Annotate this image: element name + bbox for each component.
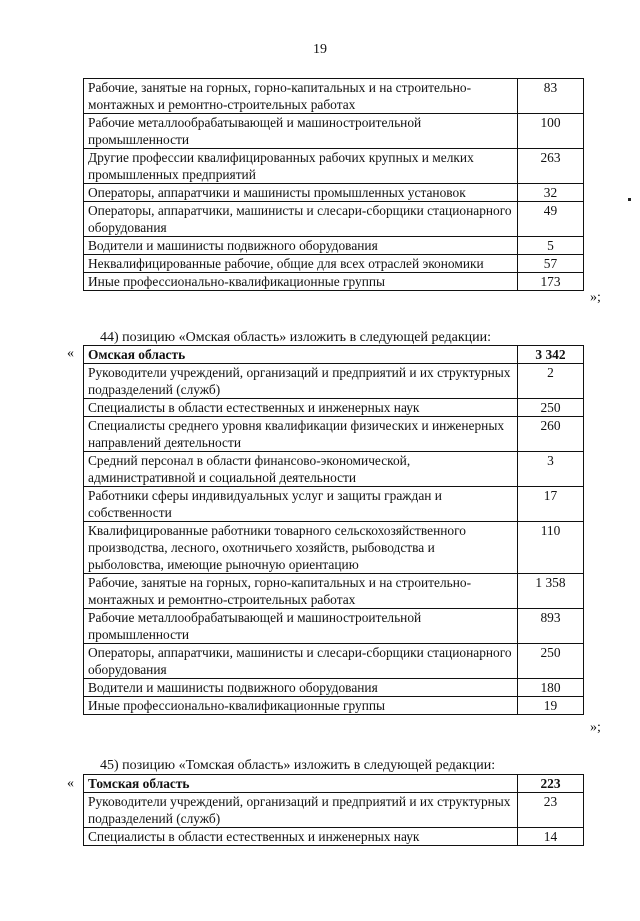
table-row: [84, 364, 584, 399]
region-name: Томская область: [84, 775, 518, 793]
occupation-group: Водители и машинисты подвижного оборудования: [84, 237, 518, 255]
table-header-row: [84, 775, 584, 793]
table-row: [84, 417, 584, 452]
occupation-group: Операторы, аппаратчики, машинисты и слесари-сборщики стационарного оборудования: [84, 644, 518, 679]
occupation-group: Квалифицированные работники товарного сельскохозяйственного производства, лесного, охотничьего хозяйств, рыбоводства и рыболовства, имеющие рыночную ориентацию: [84, 522, 518, 574]
table-row: [84, 184, 584, 202]
headcount-value: 250: [518, 399, 584, 417]
headcount-value: 180: [518, 679, 584, 697]
region-total: 3 342: [518, 346, 584, 364]
occupation-group: Неквалифицированные рабочие, общие для всех отраслей экономики: [84, 255, 518, 273]
table-row: [84, 452, 584, 487]
table-row: [84, 697, 584, 715]
headcount-value: 5: [518, 237, 584, 255]
table1-body: [84, 79, 584, 291]
headcount-value: 250: [518, 644, 584, 679]
opening-quote: «: [67, 776, 74, 791]
table-row: [84, 679, 584, 697]
page-number: 19: [313, 42, 327, 57]
table-row: [84, 273, 584, 291]
table-row: [84, 114, 584, 149]
headcount-value: 893: [518, 609, 584, 644]
headcount-value: 49: [518, 202, 584, 237]
occupation-group: Работники сферы индивидуальных услуг и защиты граждан и собственности: [84, 487, 518, 522]
headcount-value: 23: [518, 793, 584, 828]
omsk-region-table: [83, 345, 584, 715]
table-row: [84, 522, 584, 574]
occupation-group: Рабочие, занятые на горных, горно-капитальных и на строительно-монтажных и ремонтно-строительных работах: [84, 79, 518, 114]
headcount-value: 83: [518, 79, 584, 114]
headcount-value: 173: [518, 273, 584, 291]
headcount-value: 57: [518, 255, 584, 273]
table-row: [84, 237, 584, 255]
occupation-group: Рабочие, занятые на горных, горно-капитальных и на строительно-монтажных и ремонтно-строительных работах: [84, 574, 518, 609]
table-row: [84, 609, 584, 644]
occupation-group: Специалисты среднего уровня квалификации физических и инженерных направлений деятельности: [84, 417, 518, 452]
headcount-value: 2: [518, 364, 584, 399]
table-row: [84, 644, 584, 679]
table2-body: [84, 346, 584, 715]
headcount-value: 32: [518, 184, 584, 202]
table-row: [84, 79, 584, 114]
region-total: 223: [518, 775, 584, 793]
occupation-group: Рабочие металлообрабатывающей и машиностроительной промышленности: [84, 609, 518, 644]
table-row: [84, 399, 584, 417]
headcount-value: 260: [518, 417, 584, 452]
headcount-value: 100: [518, 114, 584, 149]
table3-body: [84, 775, 584, 846]
occupation-group: Операторы, аппаратчики и машинисты промышленных установок: [84, 184, 518, 202]
closing-quote: »;: [590, 290, 601, 305]
headcount-value: 263: [518, 149, 584, 184]
headcount-value: 3: [518, 452, 584, 487]
headcount-value: 17: [518, 487, 584, 522]
table-row: [84, 149, 584, 184]
table-header-row: [84, 346, 584, 364]
occupation-table-continued: [83, 78, 584, 291]
item-44-intro: 44) позицию «Омская область» изложить в следующей редакции:: [100, 330, 492, 345]
occupation-group: Средний персонал в области финансово-экономической, административной и социальной деятельности: [84, 452, 518, 487]
region-name: Омская область: [84, 346, 518, 364]
occupation-group: Руководители учреждений, организаций и предприятий и их структурных подразделений (служб): [84, 793, 518, 828]
occupation-group: Другие профессии квалифицированных рабочих крупных и мелких промышленных предприятий: [84, 149, 518, 184]
headcount-value: 1 358: [518, 574, 584, 609]
occupation-group: Иные профессионально-квалификационные группы: [84, 697, 518, 715]
occupation-group: Специалисты в области естественных и инженерных наук: [84, 399, 518, 417]
table-row: [84, 255, 584, 273]
table-row: [84, 574, 584, 609]
occupation-group: Иные профессионально-квалификационные группы: [84, 273, 518, 291]
headcount-value: 14: [518, 828, 584, 846]
occupation-group: Специалисты в области естественных и инженерных наук: [84, 828, 518, 846]
occupation-group: Рабочие металлообрабатывающей и машиностроительной промышленности: [84, 114, 518, 149]
table-row: [84, 487, 584, 522]
tomsk-region-table: [83, 774, 584, 846]
table-row: [84, 828, 584, 846]
closing-quote: »;: [590, 720, 601, 735]
occupation-group: Водители и машинисты подвижного оборудования: [84, 679, 518, 697]
occupation-group: Операторы, аппаратчики, машинисты и слесари-сборщики стационарного оборудования: [84, 202, 518, 237]
scan-dot: [628, 198, 631, 201]
headcount-value: 19: [518, 697, 584, 715]
opening-quote: «: [67, 346, 74, 361]
table-row: [84, 793, 584, 828]
table-row: [84, 202, 584, 237]
headcount-value: 110: [518, 522, 584, 574]
item-45-intro: 45) позицию «Томская область» изложить в следующей редакции:: [100, 758, 496, 773]
occupation-group: Руководители учреждений, организаций и предприятий и их структурных подразделений (служб): [84, 364, 518, 399]
